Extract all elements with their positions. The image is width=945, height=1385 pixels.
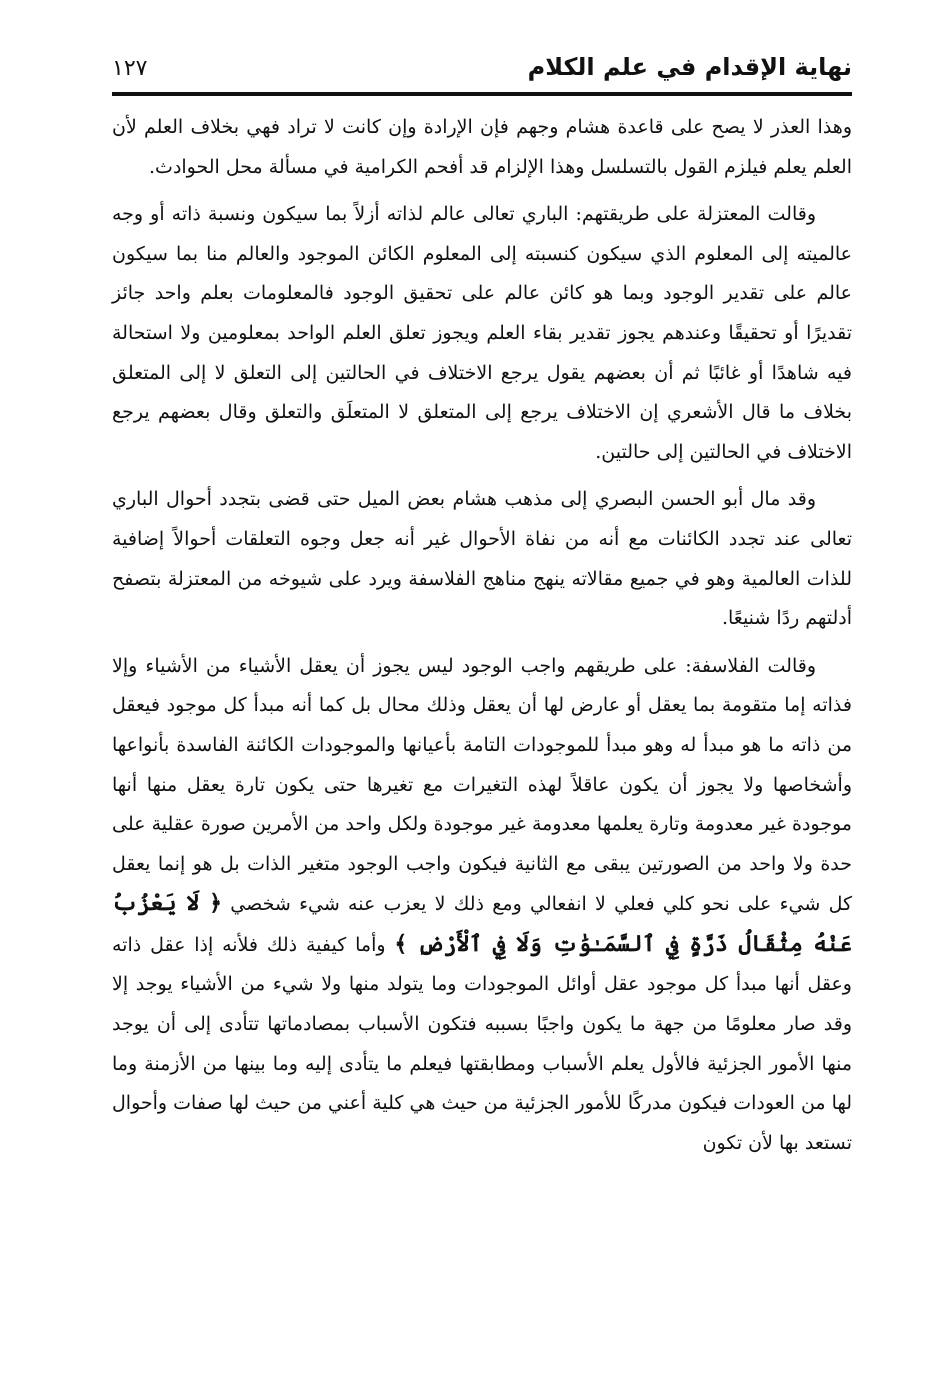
paragraph-3: وقد مال أبو الحسن البصري إلى مذهب هشام بعض الميل حتى قضى بتجدد أحوال الباري تعالى عند تجدد الكائنات مع أنه من نفاة الأحوال غير أنه جعل وجوه التعلقات أحوالاً إضافية للذات العالمية وهو في جميع مقالاته ينهج مناهج الفلاسفة ويرد على شيوخه من المعتزلة بتصفح أدلتهم ردًا شنيعًا. xyxy=(112,488,852,630)
paragraph-4 xyxy=(112,647,852,1164)
page-number: ١٢٧ xyxy=(112,56,148,81)
page-body xyxy=(112,108,852,1171)
paragraph-2: وقالت المعتزلة على طريقتهم: الباري تعالى عالم لذاته أزلاً بما سيكون ونسبة ذاته أو وجه عالميته إلى المعلوم الذي سيكون كنسبته إلى المعلوم الكائن الموجود والعالم منا بما سيكون عالم على تقدير الوجود وبما هو كائن عالم على تحقيق الوجود فالمعلومات بعلم واحد جائز تقديرًا أو تحقيقًا وعندهم يجوز تقدير بقاء العلم ويجوز تعلق العلم الواحد بمعلومين ولا استحالة فيه شاهدًا أو غائبًا ثم أن بعضهم يقول يرجع الاختلاف في الحالتين إلى التعلق لا إلى المتعلق بخلاف ما قال الأشعري إن الاختلاف يرجع إلى المتعلق لا المتعلَق والتعلق وقال بعضهم يرجع الاختلاف في الحالتين إلى حالتين. xyxy=(112,203,852,463)
paragraph-4-text: وقالت الفلاسفة: على طريقهم واجب الوجود ليس يجوز أن يعقل الأشياء من الأشياء وإلا فذاته إما متقومة بما يعقل أو عارض لها أن يعقل وذلك محال بل كما أنه مبدأ كل موجود فيعقل من ذاته ما هو مبدأ له وهو مبدأ للموجودات التامة بأعيانها والموجودات الكائنة الفاسدة بأنواعها وأشخاصها ولا يجوز أن يكون عاقلاً لهذه التغيرات مع تغيرها حتى يكون تارة يعقل منها أنها موجودة غير معدومة وتارة يعلمها معدومة غير موجودة ولكل واحد من الأمرين صورة عقلية على حدة ولا واحد من الصورتين يبقى مع الثانية فيكون واجب الوجود متغير الذات بل هو إنما يعقل كل شيء على نحو كلي فعلي لا انفعالي ومع ذلك لا يعزب عنه شيء شخصي xyxy=(112,654,852,916)
page-header xyxy=(112,50,852,94)
header-rule xyxy=(112,92,852,96)
paragraph-4-continuation: وأما كيفية ذلك فلأنه إذا عقل ذاته وعقل أنها مبدأ كل موجود عقل أوائل الموجودات وما يتولد منها ولا شيء من الأشياء يوجد إلا وقد صار معلومًا من جهة ما يكون واجبًا بسببه فتكون الأسباب بمصادماتها تتأدى إلى أن يوجد منها الأمور الجزئية فالأول يعلم الأسباب ومطابقتها فيعلم ما يتأدى إليه وما بينها من الأزمنة وما لها من العودات فيكون مدركًا للأمور الجزئية من حيث هي كلية أعني من حيث لها صفات وأحوال تستعد بها لأن تكون xyxy=(112,933,852,1154)
running-title: نهاية الإقدام في علم الكلام xyxy=(527,53,852,81)
paragraph-1: وهذا العذر لا يصح على قاعدة هشام وجهم فإن الإرادة وإن كانت لا تراد فهي بخلاف العلم لأن العلم يعلم فيلزم القول بالتسلسل وهذا الإلزام قد أفحم الكرامية في مسألة محل الحوادث. xyxy=(112,116,852,178)
quran-verse: ﴿ لَا يَعْزُبُ عَنْهُ مِثْقَالُ ذَرَّةٍ فِي ٱلسَّمَـٰوَٰتِ وَلَا فِي ٱلْأَرْضِ ﴾ xyxy=(112,890,852,957)
